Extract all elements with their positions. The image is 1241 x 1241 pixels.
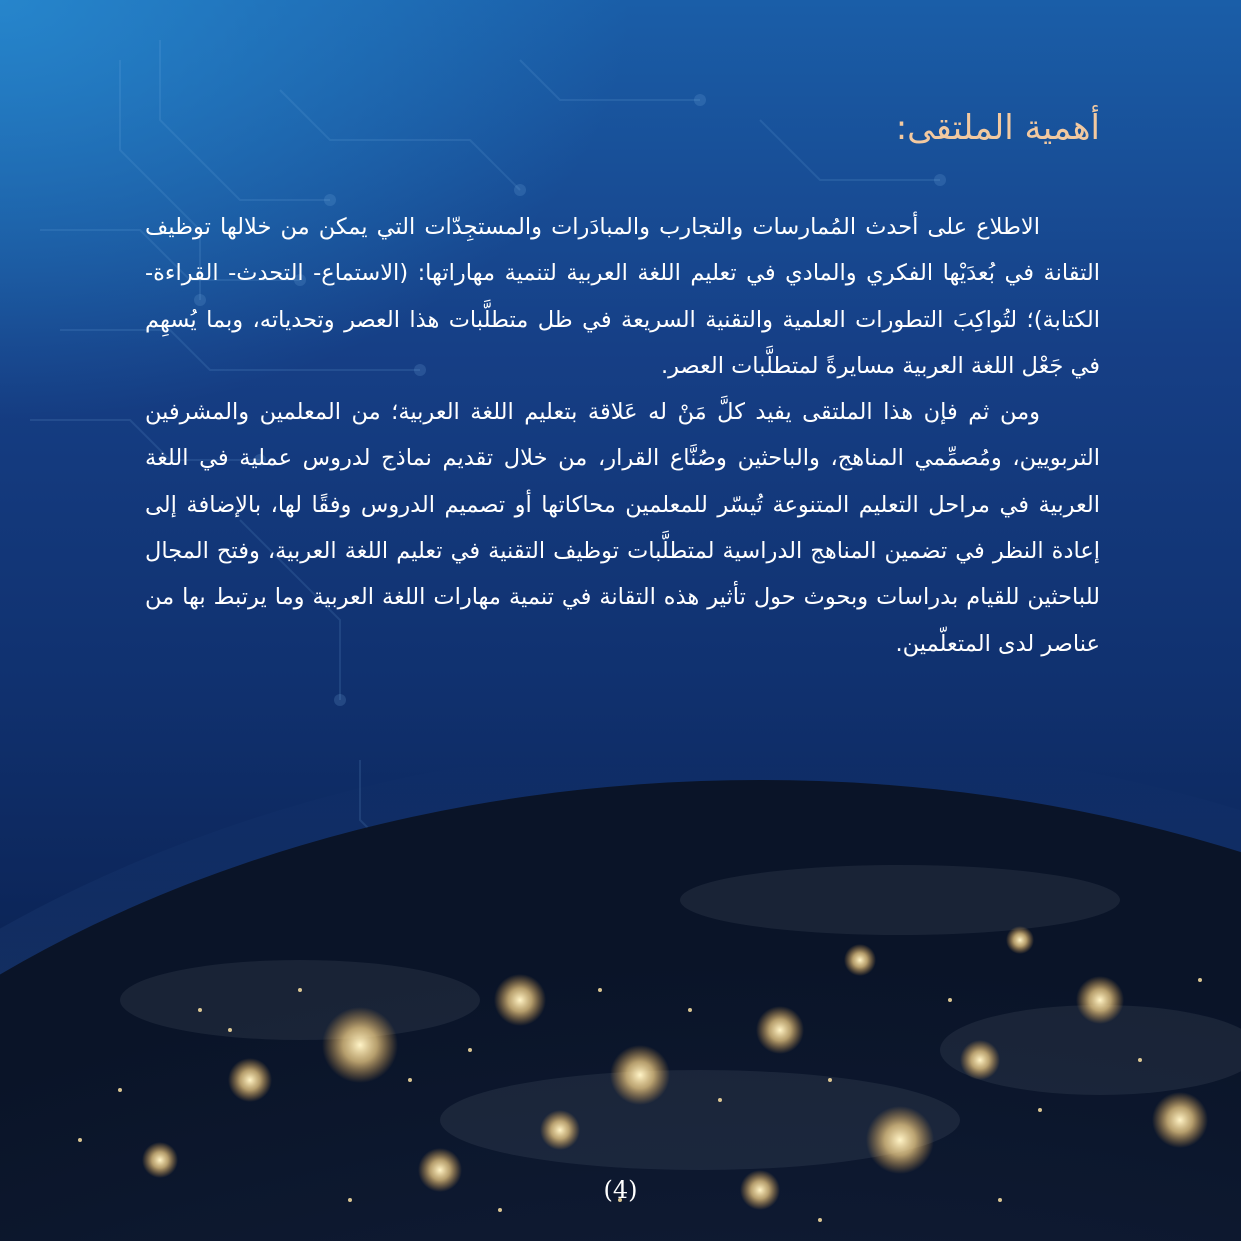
page-number: (4) [603,1176,638,1204]
section-heading: أهمية الملتقى: [895,108,1100,148]
main-text-block [145,100,1100,667]
paragraph-2: ومن ثم فإن هذا الملتقى يفيد كلَّ مَنْ له عَلاقة بتعليم اللغة العربية؛ من المعلمين والمشرفين التربويين، ومُصمِّمي المناهج، والباحثين وصُنَّاع القرار، من خلال تقديم نماذج لدروس عملية في اللغة العربية في مراحل التعليم المتنوعة تُيسّر للمعلمين محاكاتها أو تصميم الدروس وفقًا لها، بالإضافة إلى إعادة النظر في تضمين المناهج الدراسية لمتطلَّبات توظيف التقنية في تعليم اللغة العربية، وفتح المجال للباحثين للقيام بدراسات وبحوث حول تأثير هذه التقانة في تنمية مهارات اللغة العربية وما يرتبط بها من عناصر لدى المتعلّمين. [145,399,1100,657]
paragraph-1: الاطلاع على أحدث المُمارسات والتجارب والمبادَرات والمستجِدّات التي يمكن من خلالها توظيف التقانة في بُعدَيْها الفكري والمادي في تعليم اللغة العربية لتنمية مهاراتها: (الاستماع- التحدث- القراءة- الكتابة)؛ لتُواكِبَ التطورات العلمية والتقنية السريعة في ظل متطلَّبات هذا العصر وتحدياته، وبما يُسهِم في جَعْل اللغة العربية مسايرةً لمتطلَّبات العصر. [145,214,1100,379]
